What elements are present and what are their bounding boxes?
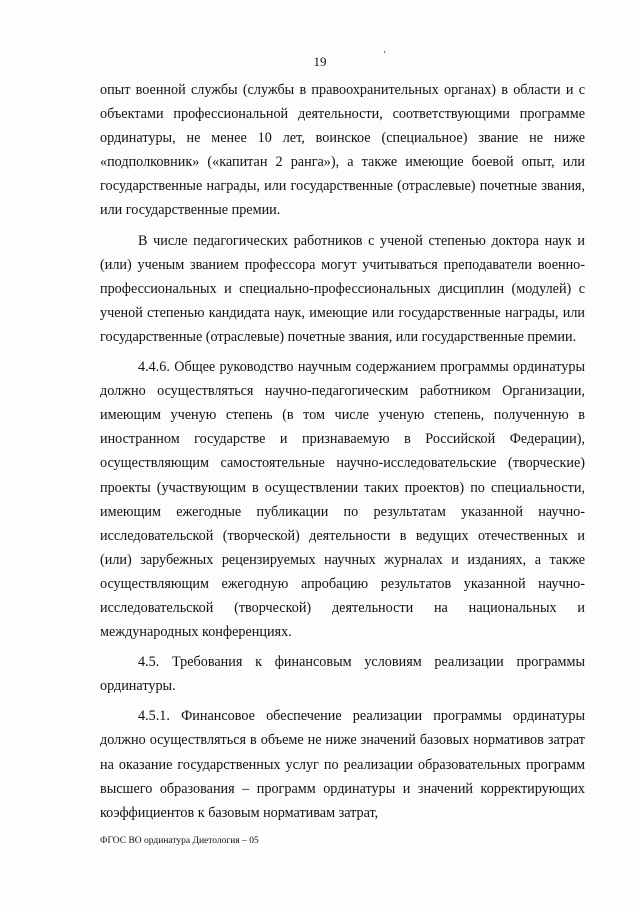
paragraph-continuation: опыт военной службы (службы в правоохранительных органах) в области и с объектами профессиональной деятельности, соответствующими программе ординатуры, не менее 10 лет, воинское (специальное) звание не ниже «подполковник» («капитан 2 ранга»), а также имеющие боевой опыт, или государственные награды, или государственные (отраслевые) почетные звания, или государственные премии.	[100, 82, 585, 219]
page-footer: ФГОС ВО ординатура Диетология – 05	[100, 836, 259, 846]
paragraph-4-5-1: 4.5.1. Финансовое обеспечение реализации программы ординатуры должно осуществляться в объеме не ниже значений базовых нормативов затрат на оказание государственных услуг по реализации образовательных программ высшего образования – программ ординатуры и значений корректирующих коэффициентов к базовым нормативам затрат,	[100, 708, 585, 821]
paragraph-teachers: В числе педагогических работников с ученой степенью доктора наук и (или) ученым званием профессора могут учитываться преподаватели военно-профессиональных и специально-профессиональных дисциплин (модулей) с ученой степенью кандидата наук, имеющие или государственные награды, или государственные (отраслевые) почетные звания, или государственные премии.	[100, 232, 585, 345]
paragraph-4-5: 4.5. Требования к финансовым условиям реализации программы ординатуры.	[100, 654, 585, 695]
paragraph-4-4-6: 4.4.6. Общее руководство научным содержанием программы ординатуры должно осуществляться научно-педагогическим работником Организации, имеющим ученую степень (в том числе ученую степень, полученную в иностранном государстве и признаваемую в Российской Федерации), осуществляющим самостоятельные научно-исследовательские (творческие) проекты (участвующим в осуществлении таких проектов) по специальности, имеющим ежегодные публикации по результатам указанной научно-исследовательской (творческой) деятельности в ведущих отечественных и (или) зарубежных рецензируемых научных журналах и изданиях, а также осуществляющим ежегодную апробацию результатов указанной научно-исследовательской (творческой) деятельности на национальных и международных конференциях.	[100, 359, 585, 641]
document-body	[100, 78, 585, 831]
stray-mark: ʼ	[383, 50, 387, 61]
page-number: 19	[313, 54, 327, 69]
